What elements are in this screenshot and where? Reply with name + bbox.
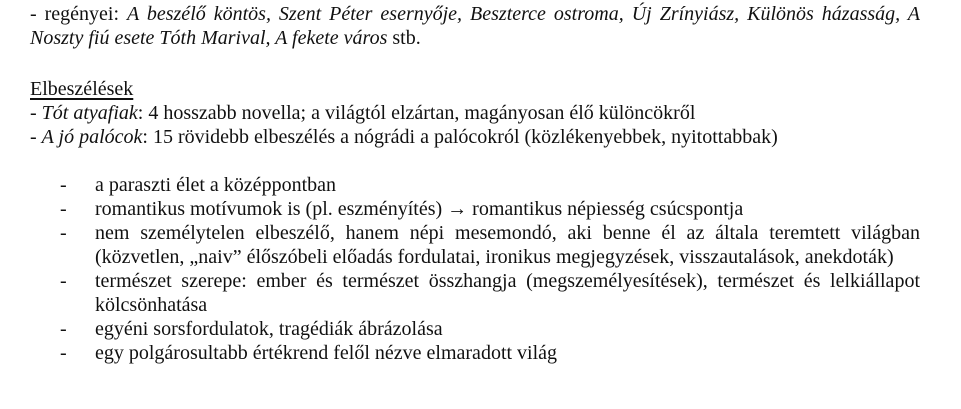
list-item-text: romantikus motívumok is (pl. eszményítés) → romantikus népiesség csúcspontja bbox=[95, 198, 744, 220]
novels-titles: A beszélő köntös, Szent Péter esernyője, Beszterce ostroma, Új Zrínyiász, Különös házasság, A Noszty fiú esete Tóth Marival, A fekete város bbox=[30, 3, 920, 49]
novels-suffix: stb. bbox=[387, 27, 421, 49]
list-item bbox=[30, 341, 920, 365]
story-line-prefix: - bbox=[30, 126, 42, 148]
story-description-tot-atyafiak: : 4 hosszabb novella; a világtól elzártan, magányosan élő különcökről bbox=[137, 102, 696, 124]
dash-bullet: - bbox=[60, 318, 67, 340]
list-item-text: egyéni sorsfordulatok, tragédiák ábrázolása bbox=[95, 318, 443, 340]
novels-prefix: - regényei: bbox=[30, 3, 128, 25]
dash-bullet: - bbox=[60, 222, 67, 244]
story-line-jo-palocok bbox=[30, 125, 920, 149]
story-title-tot-atyafiak: Tót atyafiak bbox=[41, 102, 138, 124]
list-item-text: egy polgárosultabb értékrend felől nézve elmaradott világ bbox=[95, 342, 558, 364]
list-item bbox=[30, 173, 920, 197]
list-item bbox=[30, 269, 920, 317]
novels-paragraph bbox=[30, 2, 920, 50]
dash-bullet: - bbox=[60, 198, 67, 220]
story-line-tot-atyafiak bbox=[30, 101, 920, 125]
dash-bullet: - bbox=[60, 342, 67, 364]
story-description-jo-palocok: : 15 rövidebb elbeszélés a nógrádi a palócokról (közlékenyebbek, nyitottabbak) bbox=[142, 126, 778, 148]
dash-bullet: - bbox=[60, 174, 67, 196]
paragraph-spacer bbox=[30, 50, 920, 77]
document-page bbox=[30, 2, 920, 365]
story-line-prefix: - bbox=[30, 102, 42, 124]
characteristics-list bbox=[30, 173, 920, 365]
list-item bbox=[30, 317, 920, 341]
list-item-text: a paraszti élet a középpontban bbox=[95, 174, 336, 196]
stories-heading: Elbeszélések bbox=[30, 78, 134, 100]
story-title-jo-palocok: A jó palócok bbox=[41, 126, 143, 148]
dash-bullet: - bbox=[60, 270, 67, 292]
list-item-text: természet szerepe: ember és természet összhangja (megszemélyesítések), természet és lelkiállapot kölcsönhatása bbox=[95, 270, 920, 316]
list-item-text: nem személytelen elbeszélő, hanem népi mesemondó, aki benne él az általa teremtett világban (közvetlen, „naiv” élőszóbeli előadás fordulatai, ironikus megjegyzések, visszautalások, anekdoták) bbox=[95, 222, 920, 268]
list-item bbox=[30, 197, 920, 221]
list-item bbox=[30, 221, 920, 269]
